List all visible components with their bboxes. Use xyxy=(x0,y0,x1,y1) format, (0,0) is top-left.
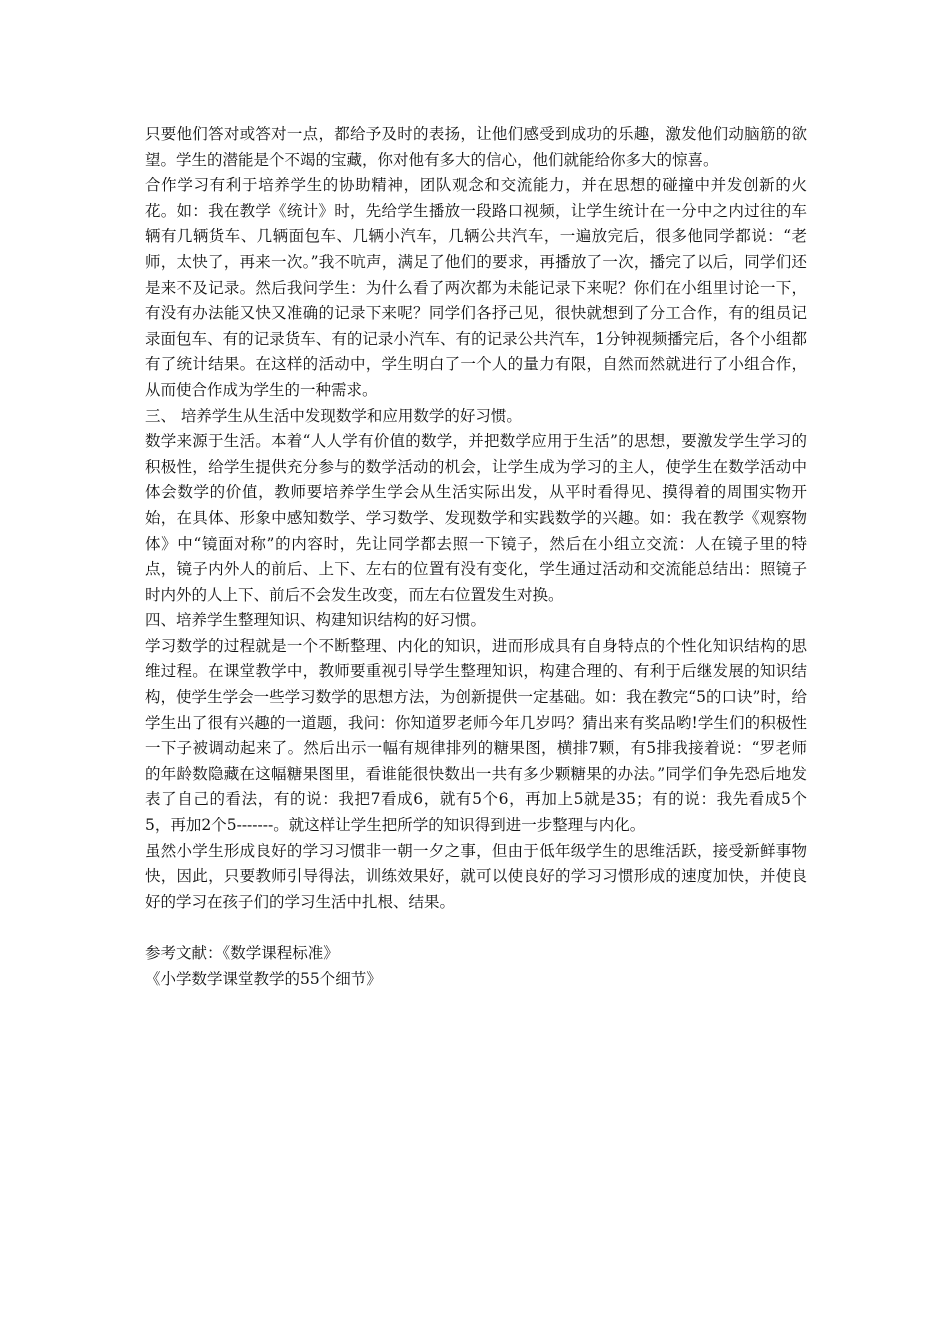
reference-line-1: 参考文献：《数学课程标准》 xyxy=(145,944,339,962)
body-paragraph-conclusion: 虽然小学生形成良好的学习习惯非一朝一夕之事，但由于低年级学生的思维活跃，接受新鲜事物快，因此，只要教师引导得法，训练效果好，就可以使良好的学习习惯形成的速度加快，并使良好的学习在孩子们的学习生活中扎根、结果。 xyxy=(145,841,807,911)
reference-line-2: 《小学数学课堂教学的55个细节》 xyxy=(145,969,382,988)
section-heading-three: 三、 培养学生从生活中发现数学和应用数学的好习惯。 xyxy=(145,406,522,425)
body-paragraph-praise: 只要他们答对或答对一点，都给予及时的表扬，让他们感受到成功的乐趣，激发他们动脑筋的欲望。学生的潜能是个不竭的宝藏，你对他有多大的信心，他们就能给你多大的惊喜。 xyxy=(145,125,807,169)
blank-line xyxy=(145,915,807,941)
document-page xyxy=(145,122,807,992)
body-paragraph-cooperation: 合作学习有利于培养学生的协助精神，团队观念和交流能力，并在思想的碰撞中并发创新的火花。如：我在教学《统计》时，先给学生播放一段路口视频，让学生统计在一分中之内过往的车辆有几辆货车、几辆面包车、几辆小汽车，几辆公共汽车，一遍放完后，很多他同学都说：“老师，太快了，再来一次。”我不吭声，满足了他们的要求，再播放了一次，播完了以后，同学们还是来不及记录。然后我问学生：为什么看了两次都为未能记录下来呢？你们在小组里讨论一下，有没有办法能又快又准确的记录下来呢？同学们各抒己见，很快就想到了分工合作，有的组员记录面包车、有的记录货车、有的记录小汽车、有的记录公共汽车，1分钟视频播完后，各个小组都有了统计结果。在这样的活动中，学生明白了一个人的量力有限，自然而然就进行了小组合作，从而使合作成为学生的一种需求。 xyxy=(145,176,807,399)
body-paragraph-life-math: 数学来源于生活。本着“人人学有价值的数学，并把数学应用于生活”的思想，要激发学生学习的积极性，给学生提供充分参与的数学活动的机会，让学生成为学习的主人，使学生在数学活动中体会数学的价值，教师要培养学生学会从生活实际出发，从平时看得见、摸得着的周围实物开始，在具体、形象中感知数学、学习数学、发现数学和实践数学的兴趣。如：我在教学《观察物体》中“镜面对称”的内容时，先让同学都去照一下镜子，然后在小组立交流：人在镜子里的特点，镜子内外人的前后、上下、左右的位置有没有变化，学生通过活动和交流能总结出：照镜子时内外的人上下、前后不会发生改变，而左右位置发生对换。 xyxy=(145,432,807,604)
body-paragraph-knowledge-structure: 学习数学的过程就是一个不断整理、内化的知识，进而形成具有自身特点的个性化知识结构的思维过程。在课堂教学中，教师要重视引导学生整理知识，构建合理的、有利于后继发展的知识结构，使学生学会一些学习数学的思想方法，为创新提供一定基础。如：我在教完“5的口诀”时，给学生出了很有兴趣的一道题，我问：你知道罗老师今年几岁吗？猜出来有奖品哟!学生们的积极性一下子被调动起来了。然后出示一幅有规律排列的糖果图，横排7颗，有5排我接着说：“罗老师的年龄数隐藏在这幅糖果图里，看谁能很快数出一共有多少颗糖果的办法。”同学们争先恐后地发表了自己的看法，有的说：我把7看成6，就有5个6，再加上5就是35；有的说：我先看成5个5，再加2个5-------。就这样让学生把所学的知识得到进一步整理与内化。 xyxy=(145,636,807,835)
section-heading-four: 四、培养学生整理知识、构建知识结构的好习惯。 xyxy=(145,611,487,630)
